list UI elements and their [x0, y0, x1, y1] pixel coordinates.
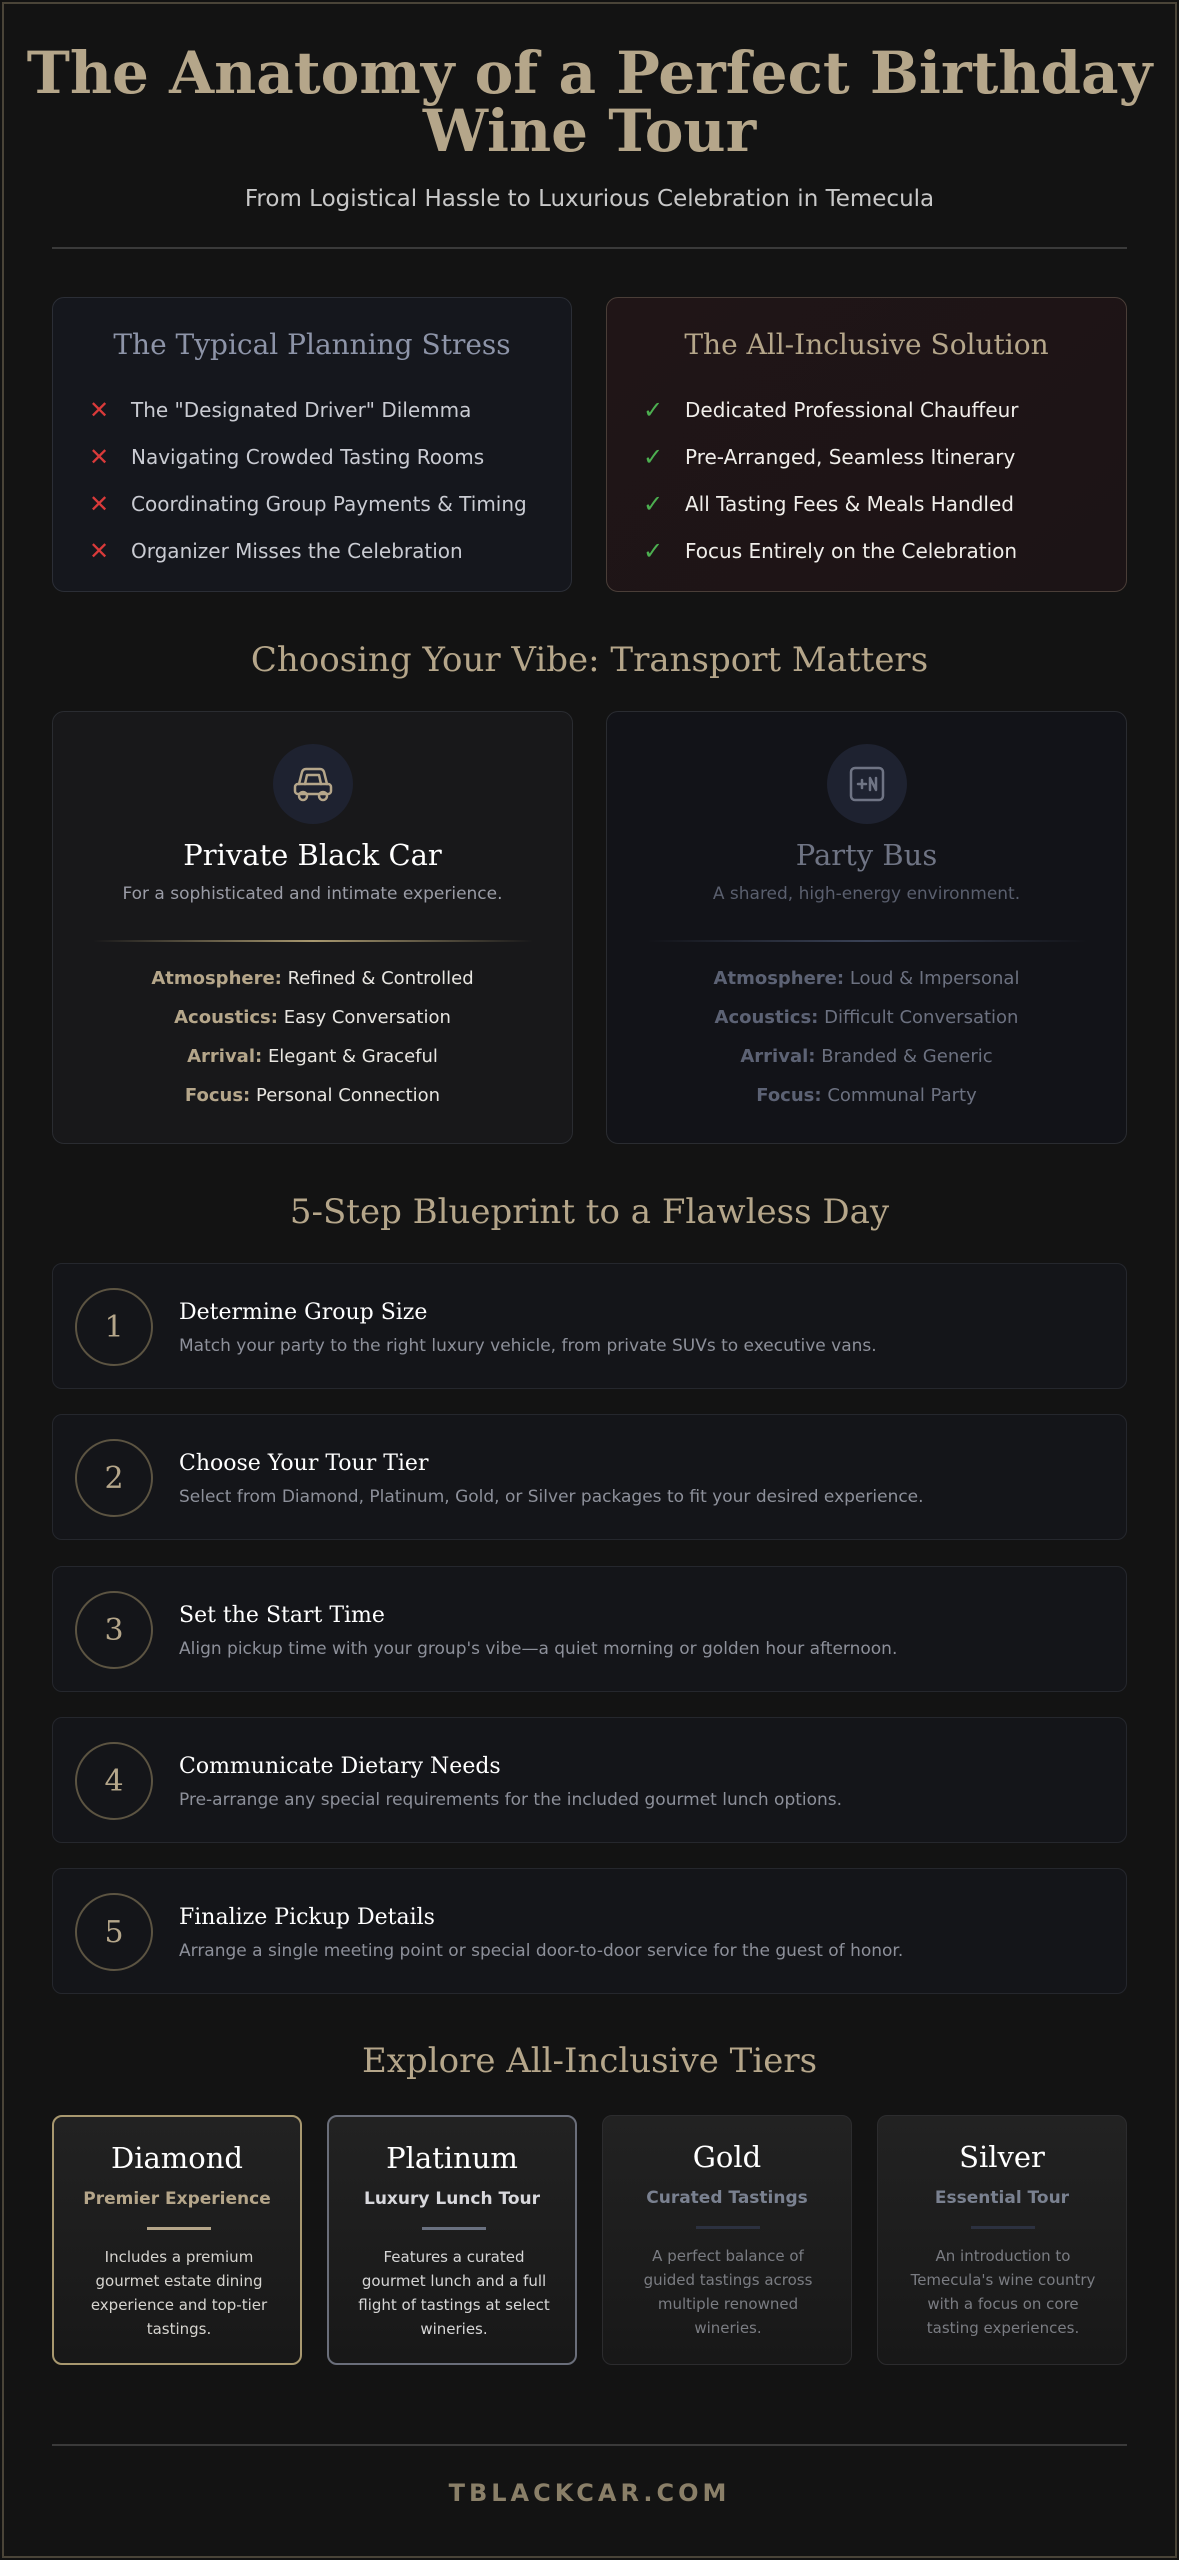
list-item: ✕ The "Designated Driver" Dilemma: [89, 395, 472, 424]
tier-subtitle: Luxury Lunch Tour: [363, 2189, 541, 2209]
step-title: Choose Your Tour Tier: [179, 1451, 429, 1476]
attribute-row: Arrival: Branded & Generic: [740, 1046, 993, 1067]
check-icon: ✓: [643, 395, 664, 424]
party-bus-card: [606, 711, 1127, 1144]
step-title: Communicate Dietary Needs: [179, 1754, 501, 1779]
page-subtitle: From Logistical Hassle to Luxurious Celebration in Temecula: [244, 186, 935, 212]
tier-description: A perfect balance of guided tastings across multiple renowned wineries.: [643, 2247, 813, 2337]
list-item: ✓ Pre-Arranged, Seamless Itinerary: [643, 442, 1016, 471]
tier-card-platinum: [327, 2115, 577, 2365]
tier-subtitle: Essential Tour: [934, 2188, 1070, 2208]
step-title: Determine Group Size: [179, 1300, 428, 1325]
divider: [696, 2226, 760, 2229]
tier-name: Diamond: [110, 2141, 243, 2175]
step-number: 3: [75, 1591, 153, 1669]
tier-description: Includes a premium gourmet estate dining experience and top-tier tastings.: [90, 2248, 268, 2338]
divider: [971, 2226, 1035, 2229]
attribute-row: Acoustics: Difficult Conversation: [714, 1007, 1019, 1028]
attribute-row: Focus: Communal Party: [756, 1085, 977, 1106]
attribute-row: Atmosphere: Loud & Impersonal: [713, 968, 1020, 989]
step-card: [52, 1566, 1127, 1692]
step-description: Align pickup time with your group's vibe—a quiet morning or golden hour afternoon.: [179, 1639, 898, 1659]
tier-subtitle: Curated Tastings: [646, 2188, 808, 2208]
tiers-heading: Explore All-Inclusive Tiers: [361, 2041, 818, 2081]
step-card: [52, 1717, 1127, 1843]
x-icon: ✕: [89, 536, 110, 565]
check-icon: ✓: [643, 442, 664, 471]
blueprint-heading: 5-Step Blueprint to a Flawless Day: [289, 1192, 890, 1232]
step-title: Finalize Pickup Details: [179, 1905, 435, 1930]
list-item: ✕ Organizer Misses the Celebration: [89, 536, 463, 565]
solution-list: [643, 386, 1019, 574]
solution-panel: [606, 297, 1127, 592]
x-icon: ✕: [89, 489, 110, 518]
divider: [422, 2227, 486, 2230]
vehicle-attributes: [607, 968, 1126, 1124]
vehicle-description: A shared, high-energy environment.: [712, 884, 1021, 904]
transport-heading: Choosing Your Vibe: Transport Matters: [250, 640, 929, 680]
step-description: Arrange a single meeting point or special door-to-door service for the guest of honor.: [179, 1941, 904, 1961]
divider: [147, 2227, 211, 2230]
check-icon: ✓: [643, 489, 664, 518]
page-title: The Anatomy of a Perfect Birthday Wine Tour: [26, 39, 1153, 165]
step-description: Match your party to the right luxury vehicle, from private SUVs to executive vans.: [179, 1336, 877, 1356]
check-icon: ✓: [643, 536, 664, 565]
step-number: 5: [75, 1893, 153, 1971]
tier-description: An introduction to Temecula's wine country with a focus on core tasting experiences.: [910, 2247, 1096, 2337]
private-black-car-card: [52, 711, 573, 1144]
vehicle-description: For a sophisticated and intimate experience.: [122, 884, 503, 904]
bus-icon: [827, 744, 907, 824]
planning-stress-panel: [52, 297, 572, 592]
step-title: Set the Start Time: [179, 1603, 385, 1628]
step-card: [52, 1868, 1127, 1994]
panel-title: The All-Inclusive Solution: [684, 328, 1049, 361]
tier-card-diamond: [52, 2115, 302, 2365]
step-number: 4: [75, 1742, 153, 1820]
list-item: ✓ All Tasting Fees & Meals Handled: [643, 489, 1014, 518]
panel-title: The Typical Planning Stress: [113, 328, 511, 361]
tier-description: Features a curated gourmet lunch and a full flight of tastings at select wineries.: [358, 2248, 550, 2338]
car-icon: [273, 744, 353, 824]
list-item: ✓ Focus Entirely on the Celebration: [643, 536, 1018, 565]
list-item: ✕ Coordinating Group Payments & Timing: [89, 489, 527, 518]
vehicle-attributes: [53, 968, 572, 1124]
divider: [647, 940, 1087, 942]
divider: [93, 940, 533, 942]
vehicle-name: Party Bus: [795, 838, 938, 872]
tier-card-silver: [877, 2115, 1127, 2365]
step-card: [52, 1414, 1127, 1540]
divider: [52, 247, 1127, 249]
x-icon: ✕: [89, 442, 110, 471]
stress-list: [89, 386, 527, 574]
tier-name: Silver: [959, 2140, 1045, 2174]
list-item: ✓ Dedicated Professional Chauffeur: [643, 395, 1019, 424]
divider: [52, 2444, 1127, 2446]
tier-name: Gold: [692, 2140, 762, 2174]
step-description: Pre-arrange any special requirements for the included gourmet lunch options.: [179, 1790, 843, 1810]
list-item: ✕ Navigating Crowded Tasting Rooms: [89, 442, 485, 471]
tier-subtitle: Premier Experience: [83, 2189, 271, 2209]
attribute-row: Arrival: Elegant & Graceful: [187, 1046, 438, 1067]
step-number: 1: [75, 1288, 153, 1366]
footer-brand-link[interactable]: TBLACKCAR.COM: [448, 2479, 731, 2507]
attribute-row: Atmosphere: Refined & Controlled: [151, 968, 474, 989]
tier-card-gold: [602, 2115, 852, 2365]
vehicle-name: Private Black Car: [183, 838, 442, 872]
tier-name: Platinum: [386, 2141, 518, 2175]
step-number: 2: [75, 1439, 153, 1517]
step-card: [52, 1263, 1127, 1389]
attribute-row: Acoustics: Easy Conversation: [174, 1007, 451, 1028]
attribute-row: Focus: Personal Connection: [184, 1085, 441, 1106]
step-description: Select from Diamond, Platinum, Gold, or Silver packages to fit your desired experience.: [179, 1487, 924, 1507]
x-icon: ✕: [89, 395, 110, 424]
